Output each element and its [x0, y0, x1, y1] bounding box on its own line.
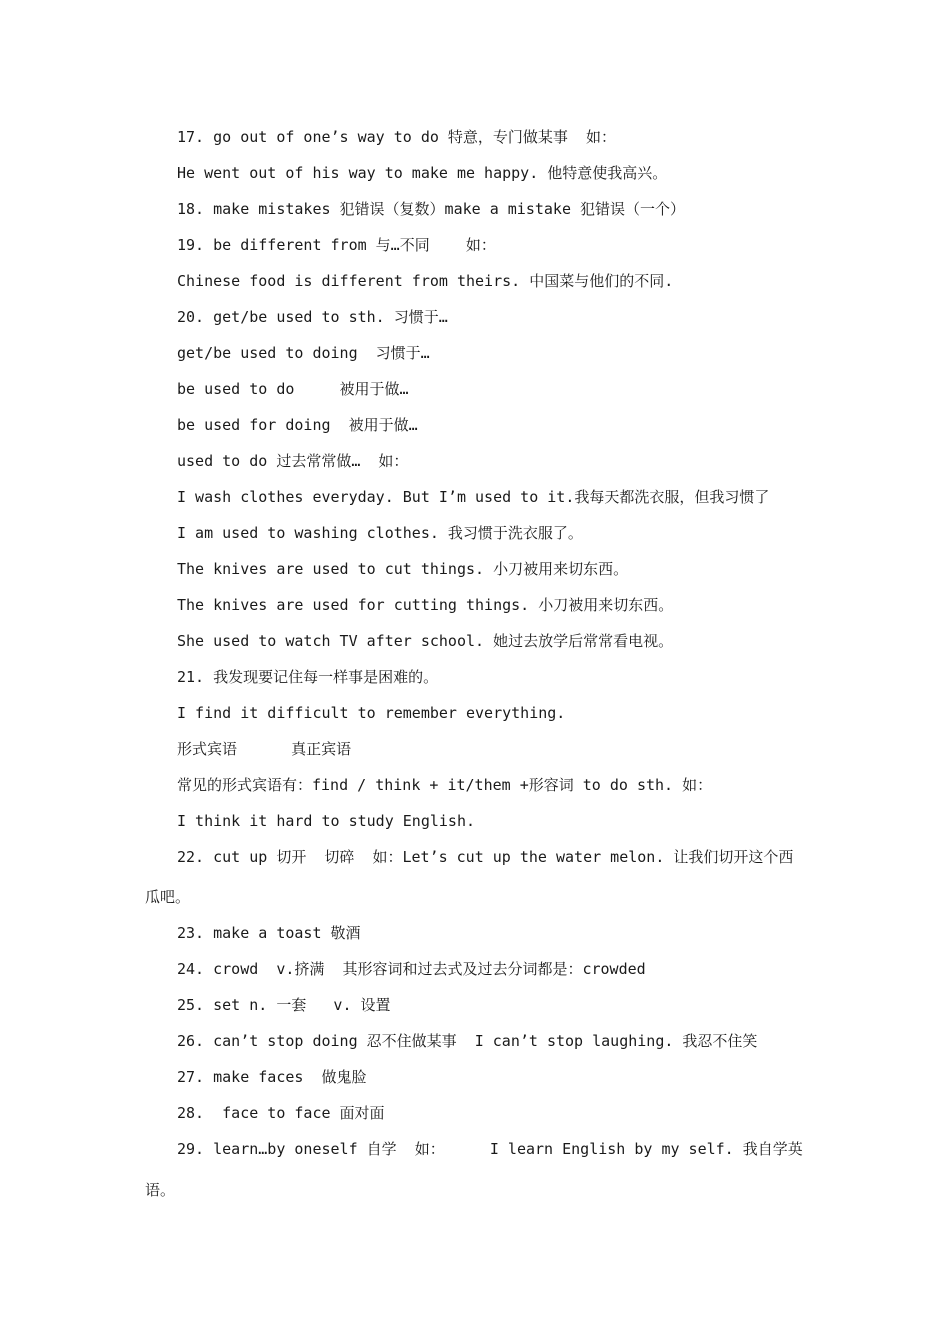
text-line: 常见的形式宾语有：find / think + it/them +形容词 to do sth. 如：	[177, 776, 713, 794]
text-line: I think it hard to study English.	[177, 812, 476, 830]
text-line: 23. make a toast 敬酒	[177, 924, 361, 942]
text-line: be used for doing 被用于做…	[177, 416, 418, 434]
text-line: 26. can’t stop doing 忍不住做某事 I can’t stop laughing. 我忍不住笑	[177, 1032, 758, 1050]
text-line: The knives are used for cutting things. 小刀被用来切东西。	[177, 596, 674, 614]
text-line: I am used to washing clothes. 我习惯于洗衣服了。	[177, 524, 583, 542]
text-line: 28. face to face 面对面	[177, 1104, 385, 1122]
text-line: 27. make faces 做鬼脸	[177, 1068, 367, 1086]
text-line: get/be used to doing 习惯于…	[177, 344, 430, 362]
text-line: 24. crowd v.挤满 其形容词和过去式及过去分词都是：crowded	[177, 960, 646, 978]
text-line: 20. get/be used to sth. 习惯于…	[177, 308, 448, 326]
text-line: I wash clothes everyday. But I’m used to it.我每天都洗衣服，但我习惯了	[177, 488, 770, 506]
text-line-continuation: 语。	[145, 1181, 176, 1199]
text-line: 形式宾语 真正宾语	[177, 740, 352, 758]
text-line: 17. go out of one’s way to do 特意，专门做某事 如：	[177, 128, 616, 146]
text-line: 18. make mistakes 犯错误（复数）make a mistake 犯错误（一个）	[177, 200, 686, 218]
text-line: The knives are used to cut things. 小刀被用来切东西。	[177, 560, 629, 578]
text-line: be used to do 被用于做…	[177, 380, 409, 398]
text-line: I find it difficult to remember everything.	[177, 704, 566, 722]
text-line: He went out of his way to make me happy. 他特意使我高兴。	[177, 164, 668, 182]
text-line: She used to watch TV after school. 她过去放学后常常看电视。	[177, 632, 674, 650]
text-line: 22. cut up 切开 切碎 如：Let’s cut up the water melon. 让我们切开这个西	[177, 848, 794, 866]
text-line: 25. set n. 一套 v. 设置	[177, 996, 391, 1014]
text-line-continuation: 瓜吧。	[145, 888, 191, 906]
text-line: used to do 过去常常做… 如：	[177, 452, 409, 470]
text-line: 19. be different from 与…不同 如：	[177, 236, 496, 254]
text-line: Chinese food is different from theirs. 中国菜与他们的不同.	[177, 272, 674, 290]
text-line: 29. learn…by oneself 自学 如： I learn English by my self. 我自学英	[177, 1140, 803, 1158]
text-line: 21. 我发现要记住每一样事是困难的。	[177, 668, 439, 686]
